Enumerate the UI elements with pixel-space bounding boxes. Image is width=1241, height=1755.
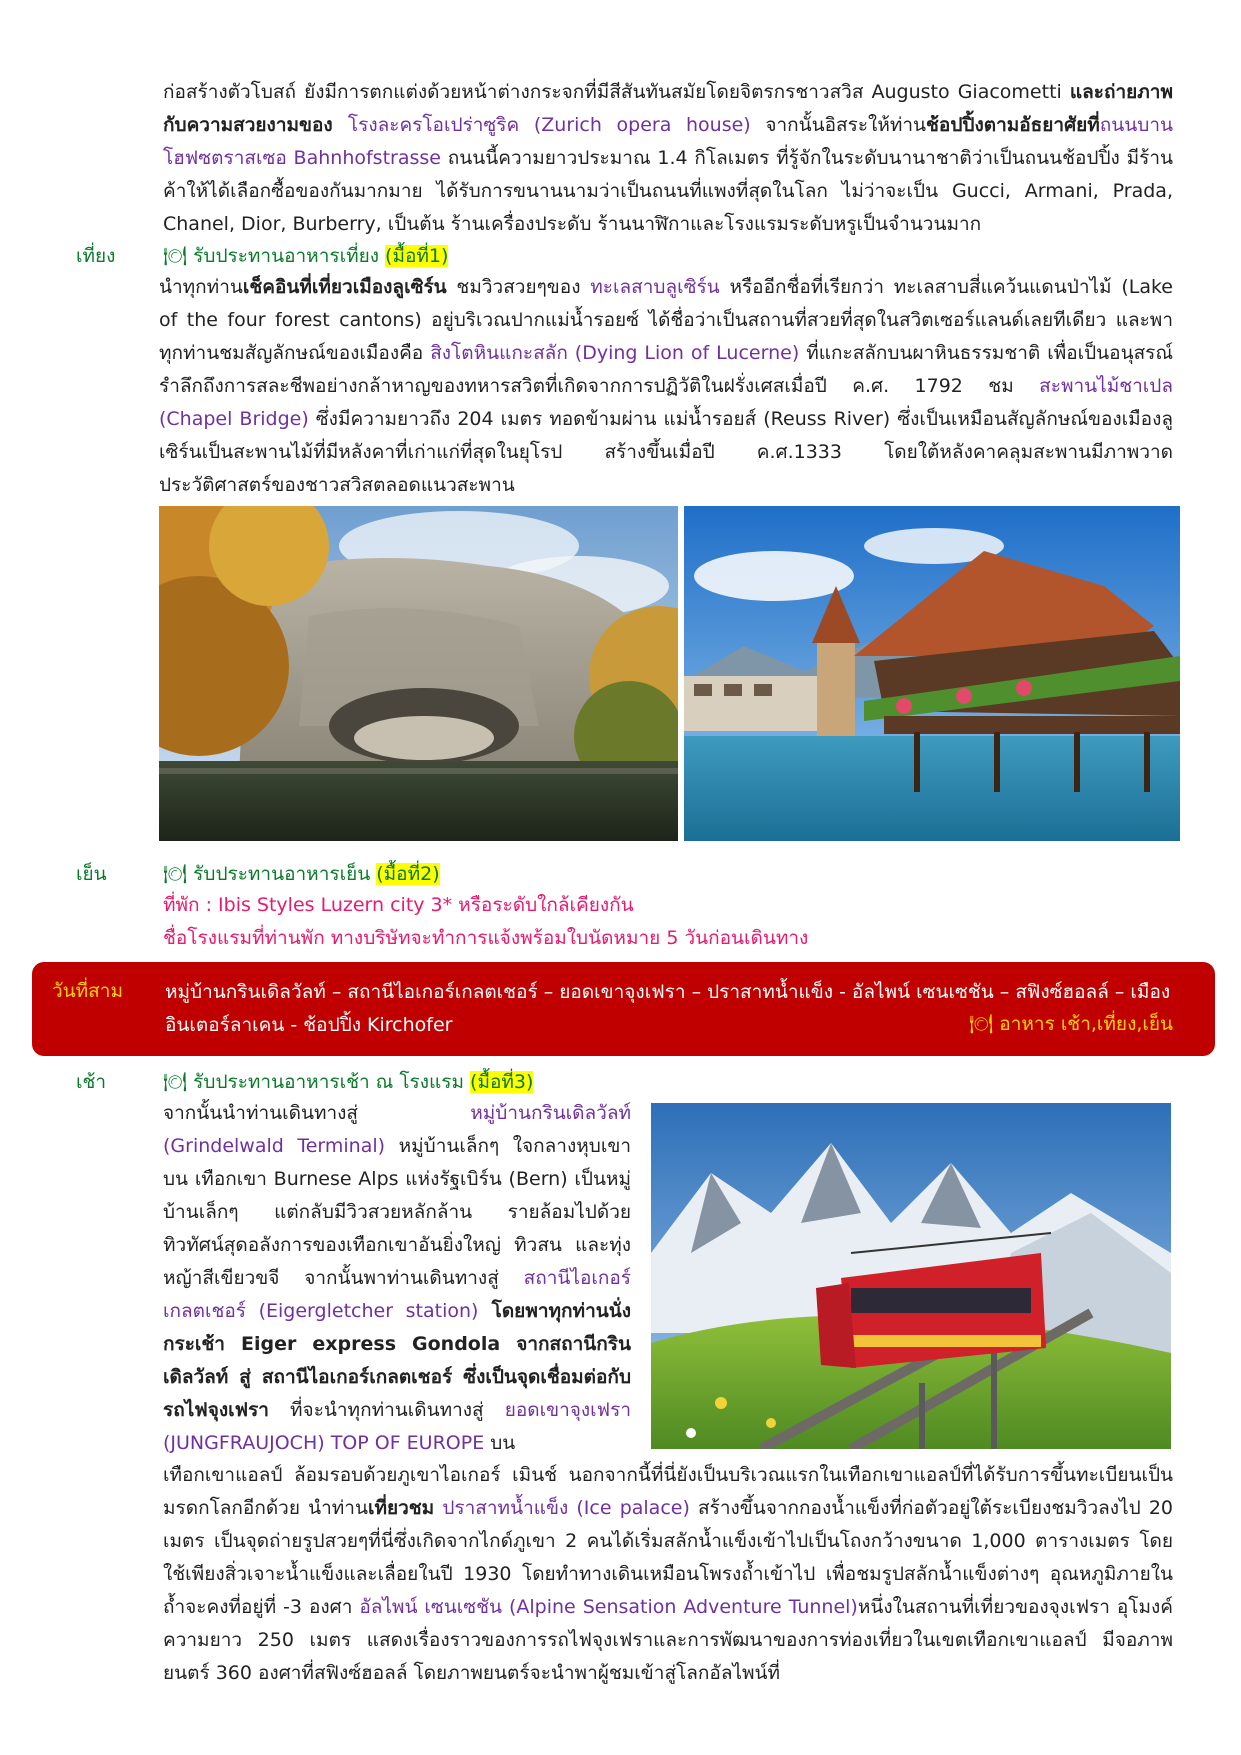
day-title: วันที่สาม (52, 980, 123, 1002)
meal-icon: 🍽 (969, 1013, 994, 1035)
meal-number: (มื้อที่3) (470, 1071, 534, 1093)
lunch-label: เที่ยง (76, 245, 116, 267)
lucerne-paragraph: นำทุกท่านเช็คอินที่เที่ยวเมืองลูเซิร์น ชมวิวสวยๆของ ทะเลสาบลูเซิร์น หรืออีกชื่อที่เรียกว่า ทะเลสาบสี่แคว้นแดนป่าไม้ (Lake of the four forest cantons) อยู่บริเวณปากแม่น้ำรอยซ์ ได้ชื่อว่าเป็นสถานที่สวยที่สุดในสวิตเซอร์แลนด์เลยทีเดียว และพาทุกท่านชมสัญลักษณ์ของเมืองคือ สิงโตหินแกะสลัก (Dying Lion of Lucerne) ที่แกะสลักบนผาหินธรรมชาติ เพื่อเป็นอนุสรณ์รำลึกถึงการสละชีพอย่างกล้าหาญของทหารสวิตที่เกิดจากการปฏิวัติในฝรั่งเศสเมื่อปี ค.ศ. 1792 ชม สะพานไม้ชาเปล (Chapel Bridge) ซึ่งมีความยาวถึง 204 เมตร ทอดข้ามผ่าน แม่น้ำรอยส์ (Reuss River) ซึ่งเป็นเหมือนสัญลักษณ์ของเมืองลูเซิร์นเป็นสะพานไม้ที่มีหลังคาที่เก่าแก่ที่สุดในยุโรป สร้างขึ้นเมื่อปี ค.ศ.1333 โดยใต้หลังคาคลุมสะพานมีภาพวาดประวัติศาสตร์ของชาวสวิสตลอดแนวสะพาน (159, 276, 1173, 496)
meal-icon: 🍽 (163, 245, 188, 267)
dinner-line: 🍽 รับประทานอาหารเย็น (มื้อที่2) (163, 863, 440, 885)
lion-of-lucerne-photo (159, 506, 678, 841)
breakfast-line: 🍽 รับประทานอาหารเช้า ณ โรงแรม (มื้อที่3) (163, 1071, 534, 1093)
meal-icon: 🍽 (163, 863, 188, 885)
hotel-notice: ชื่อโรงแรมที่ท่านพัก ทางบริษัทจะทำการแจ้งพร้อมใบนัดหมาย 5 วันก่อนเดินทาง (163, 927, 809, 949)
meal-number: (มื้อที่1) (385, 245, 449, 267)
day-route: หมู่บ้านกรินเดิลวัลท์ – สถานีไอเกอร์เกลตเชอร์ – ยอดเขาจุงเฟรา – ปราสาทน้ำแข็ง - อัลไพน์ เซนเซชัน – สฟิงซ์ฮอลล์ – เมืองอินเตอร์ลาเคน - ช้อปปิ้ง Kirchofer (165, 981, 1171, 1036)
jungfrau-train-photo (651, 1103, 1171, 1449)
jungfrau-paragraph: เทือกเขาแอลป์ ล้อมรอบด้วยภูเขาไอเกอร์ เมินช์ นอกจากนี้ที่นี่ยังเป็นบริเวณแรกในเทือกเขาแอลป์ที่ได้รับการขึ้นทะเบียนเป็นมรดกโลกอีกด้วย นำท่านเที่ยวชม ปราสาทน้ำแข็ง (Ice palace) สร้างขึ้นจากกองน้ำแข็งที่ก่อตัวอยู่ใต้ระเบียงชมวิวลงไป 20 เมตร เป็นจุดถ่ายรูปสวยๆที่นี่ซึ่งเกิดจากไกด์ภูเขา 2 คนได้เริ่มสลักน้ำแข็งเข้าไปเป็นโถงกว้างขนาด 1,000 ตารางเมตร โดยใช้เพียงสิ่วเจาะน้ำแข็งและเลื่อยในปี 1930 โดยทำทางเดินเหมือนโพรงถ้ำเข้าไป เพื่อชมรูปสลักน้ำแข็งต่างๆ อุณหภูมิภายในถ้ำจะคงที่อยู่ที่ -3 องศา อัลไพน์ เซนเซชัน (Alpine Sensation Adventure Tunnel)หนึ่งในสถานที่เที่ยวของจุงเฟรา อุโมงค์ความยาว 250 เมตร แสดงเรื่องราวของการรถไฟจุงเฟราและการพัฒนาของการท่องเที่ยวในเขตเทือกเขาแอลป์ มีจอภาพยนตร์ 360 องศาที่สฟิงซ์ฮอลล์ โดยภาพยนตร์จะนำพาผู้ชมเข้าสู่โลกอัลไพน์ที่ (163, 1464, 1174, 1684)
meal-icon: 🍽 (163, 1071, 188, 1093)
meal-number: (มื้อที่2) (376, 863, 440, 885)
day-meals: 🍽 อาหาร เช้า,เที่ยง,เย็น (969, 1013, 1173, 1035)
hotel-line: ที่พัก : Ibis Styles Luzern city 3* หรือระดับใกล้เคียงกัน (163, 894, 634, 916)
lunch-line: 🍽 รับประทานอาหารเที่ยง (มื้อที่1) (163, 245, 449, 267)
zurich-opera-link: โรงละครโอเปร่าซูริค (Zurich opera house) (347, 114, 751, 136)
dinner-label: เย็น (76, 863, 107, 885)
breakfast-label: เช้า (76, 1071, 107, 1093)
intro-paragraph: ก่อสร้างตัวโบสถ์ ยังมีการตกแต่งด้วยหน้าต่างกระจกที่มีสีสันทันสมัยโดยจิตรกรชาวสวิส Augusto Giacometti และถ่ายภาพกับความสวยงามของ โรงละครโอเปร่าซูริค (Zurich opera house) จากนั้นอิสระให้ท่านช้อปปิ้งตามอัธยาศัยที่ถนนบานโฮฟซตราสเซอ Bahnhofstrasse ถนนนี้ความยาวประมาณ 1.4 กิโลเมตร ที่รู้จักในระดับนานาชาติว่าเป็นถนนช้อปปิ้ง มีร้านค้าให้ได้เลือกซื้อของกันมากมาย ได้รับการขนานนามว่าเป็นถนนที่แพงที่สุดในโลก ไม่ว่าจะเป็น Gucci, Armani, Prada, Chanel, Dior, Burberry, เป็นต้น ร้านเครื่องประดับ ร้านนาฬิกาและโรงแรมระดับหรูเป็นจำนวนมาก (163, 81, 1173, 235)
grindelwald-paragraph: จากนั้นนำท่านเดินทางสู่ หมู่บ้านกรินเดิลวัลท์ (Grindelwald Terminal) หมู่บ้านเล็กๆ ใจกลางหุบเขา บน เทือกเขา Burnese Alps แห่งรัฐเบิร์น (Bern) เป็นหมู่บ้านเล็กๆ แต่กลับมีวิวสวยหลักล้าน รายล้อมไปด้วยทิวทัศน์สุดอลังการของเทือกเขาอันยิ่งใหญ่ ทิวสน และทุ่งหญ้าสีเขียวขจี จากนั้นพาท่านเดินทางสู่ สถานีไอเกอร์เกลตเชอร์ (Eigergletcher station) โดยพาทุกท่านนั่งกระเช้า Eiger express Gondola จากสถานีกรินเดิลวัลท์ สู่ สถานีไอเกอร์เกลตเชอร์ ซึ่งเป็นจุดเชื่อมต่อกับ รถไฟจุงเฟรา ที่จะนำทุกท่านเดินทางสู่ ยอดเขาจุงเฟรา (JUNGFRAUJOCH) TOP OF EUROPE บน (163, 1102, 631, 1454)
bahnhofstrasse-link: ถนนบานโฮฟซตราสเซอ Bahnhofstrasse (163, 114, 1173, 169)
day-banner (32, 962, 1215, 1056)
chapel-bridge-photo (684, 506, 1180, 841)
